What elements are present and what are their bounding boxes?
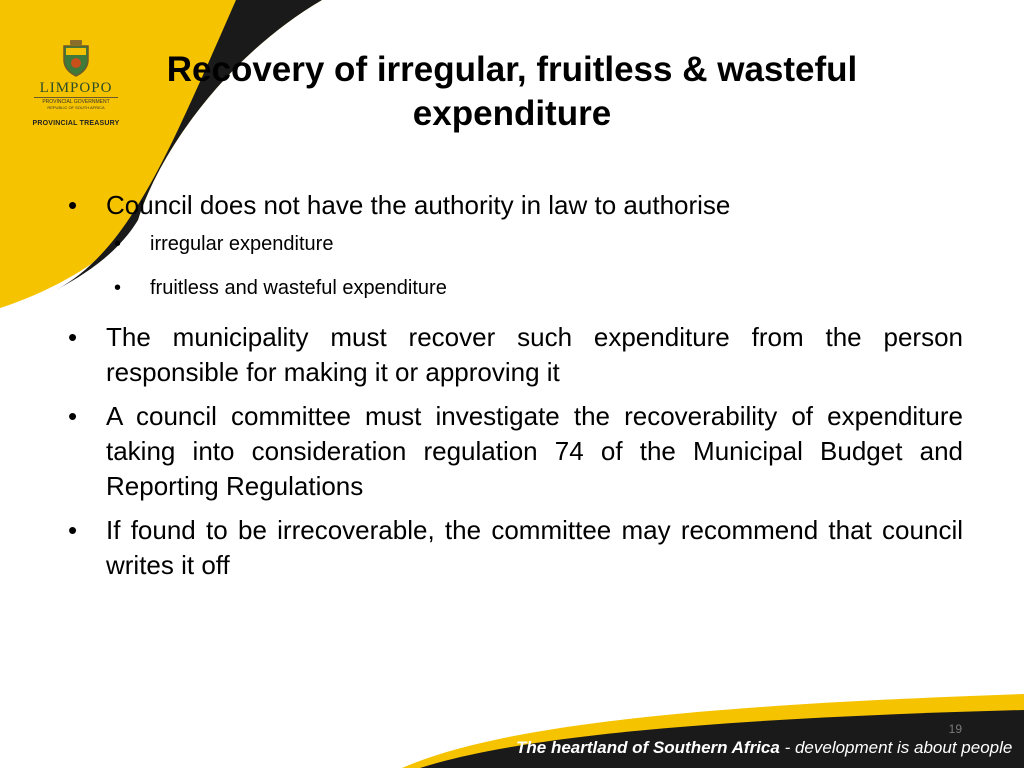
bullet-icon: • — [68, 515, 78, 545]
sub-bullet-text: fruitless and wasteful expenditure — [150, 277, 447, 299]
bullet-item — [66, 399, 963, 504]
footer-bold-text: The heartland of Southern Africa — [516, 738, 780, 757]
footer-rest-text: - development is about people — [779, 738, 1013, 757]
bullet-text: Council does not have the authority in law to authorise — [106, 190, 731, 220]
logo-subtitle: PROVINCIAL GOVERNMENT — [42, 99, 110, 105]
bullet-icon: • — [68, 190, 78, 220]
sub-bullet-item — [66, 232, 963, 256]
limpopo-logo — [14, 38, 138, 138]
sub-bullet-item — [66, 276, 963, 300]
coat-of-arms-icon — [56, 38, 96, 78]
bullet-icon: • — [68, 322, 78, 352]
bullet-list — [66, 188, 963, 592]
logo-treasury: PROVINCIAL TREASURY — [32, 120, 120, 127]
page-number: 19 — [948, 722, 962, 736]
sub-bullet-text: irregular expenditure — [150, 233, 334, 255]
logo-divider — [34, 97, 118, 98]
slide-title: Recovery of irregular, fruitless & wasteful expenditure — [166, 50, 858, 133]
bullet-item — [66, 188, 963, 223]
bullet-text: The municipality must recover such expenditure from the person responsible for making it or approving it — [106, 322, 963, 387]
bullet-text: If found to be irrecoverable, the committee may recommend that council writes it off — [106, 515, 963, 580]
bullet-text: A council committee must investigate the recoverability of expenditure taking into consideration regulation 74 of the Municipal Budget and Reporting Regulations — [106, 401, 963, 501]
bullet-item — [66, 513, 963, 583]
footer-tagline — [516, 738, 1012, 758]
bullet-icon: • — [114, 233, 122, 255]
bullet-item — [66, 320, 963, 390]
logo-country: REPUBLIC OF SOUTH AFRICA — [47, 105, 105, 110]
bullet-icon: • — [114, 277, 122, 299]
logo-name: LIMPOPO — [39, 80, 113, 96]
bullet-icon: • — [68, 401, 78, 431]
